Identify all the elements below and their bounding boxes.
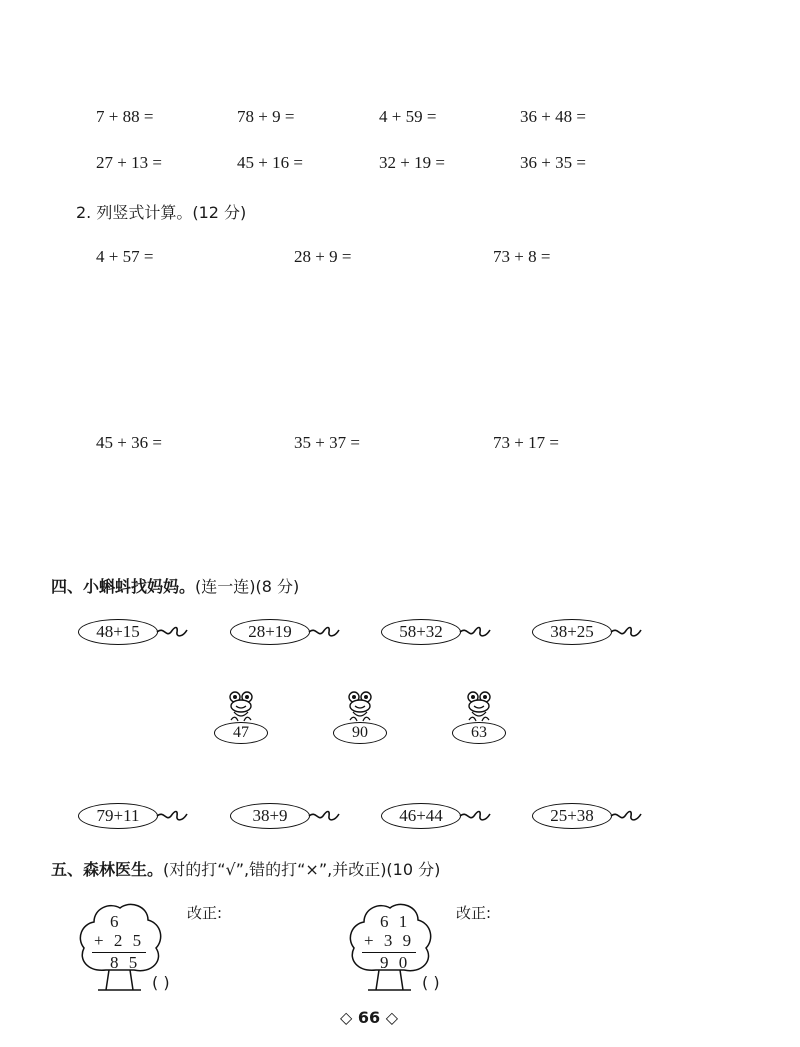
vertical-eq-1-2: 28 + 9 = [294, 247, 352, 266]
frog-number: 90 [333, 722, 387, 744]
section4-heading [51, 574, 299, 597]
diamond-right-icon: ◇ [385, 1008, 399, 1027]
tadpole-label: 25+38 [532, 803, 612, 829]
frog-icon [226, 690, 256, 724]
vertical-eq-2-2: 35 + 37 = [294, 433, 360, 452]
tadpole-label: 46+44 [381, 803, 461, 829]
frog-icon [345, 690, 375, 724]
oral-eq-1-2: 78 + 9 = [237, 107, 295, 126]
page-footer [340, 1008, 398, 1027]
oral-eq-1-3: 4 + 59 = [379, 107, 437, 126]
frog-icon [464, 690, 494, 724]
tadpole-tail-icon [610, 806, 642, 826]
tree1-result: 8 5 [110, 953, 141, 972]
diamond-left-icon: ◇ [340, 1008, 353, 1027]
section5-heading [51, 857, 440, 880]
tadpole-tail-icon [459, 806, 491, 826]
tree2-top-number: 6 1 [380, 912, 411, 931]
tadpole-label: 48+15 [78, 619, 158, 645]
tadpole-label: 58+32 [381, 619, 461, 645]
section4-note: (连一连)(8 分) [195, 577, 300, 596]
tree1-answer-paren[interactable]: ( ) [152, 973, 170, 992]
tadpole-tail-icon [308, 806, 340, 826]
tadpole-tail-icon [459, 622, 491, 642]
tree2-addend: + 3 9 [364, 931, 415, 950]
tadpole-tail-icon [610, 622, 642, 642]
frog-number: 47 [214, 722, 268, 744]
tree1-top-number: 6 [110, 912, 122, 931]
tree2-correct-label: 改正: [456, 904, 492, 922]
tadpole-label: 28+19 [230, 619, 310, 645]
oral-eq-2-4: 36 + 35 = [520, 153, 586, 172]
tree2-result: 9 0 [380, 953, 411, 972]
vertical-eq-1-1: 4 + 57 = [96, 247, 154, 266]
tree2-answer-paren[interactable]: ( ) [422, 973, 440, 992]
tadpole-label: 38+25 [532, 619, 612, 645]
section5-note: (对的打“√”,错的打“×”,并改正)(10 分) [163, 860, 441, 879]
oral-eq-1-4: 36 + 48 = [520, 107, 586, 126]
section5-title: 五、森林医生。 [51, 860, 164, 879]
vertical-eq-2-1: 45 + 36 = [96, 433, 162, 452]
tadpole-label: 79+11 [78, 803, 158, 829]
tree1-addend: + 2 5 [94, 931, 145, 950]
oral-eq-2-3: 32 + 19 = [379, 153, 445, 172]
page-number: 66 [357, 1008, 381, 1027]
section2-title: 2. 列竖式计算。(12 分) [76, 203, 247, 222]
tadpole-label: 38+9 [230, 803, 310, 829]
frog-number: 63 [452, 722, 506, 744]
oral-eq-1-1: 7 + 88 = [96, 107, 154, 126]
oral-eq-2-1: 27 + 13 = [96, 153, 162, 172]
vertical-eq-2-3: 73 + 17 = [493, 433, 559, 452]
oral-eq-2-2: 45 + 16 = [237, 153, 303, 172]
vertical-eq-1-3: 73 + 8 = [493, 247, 551, 266]
tadpole-tail-icon [156, 806, 188, 826]
section4-title: 四、小蝌蚪找妈妈。 [51, 577, 196, 596]
tree1-correct-label: 改正: [187, 904, 223, 922]
tadpole-tail-icon [308, 622, 340, 642]
tadpole-tail-icon [156, 622, 188, 642]
